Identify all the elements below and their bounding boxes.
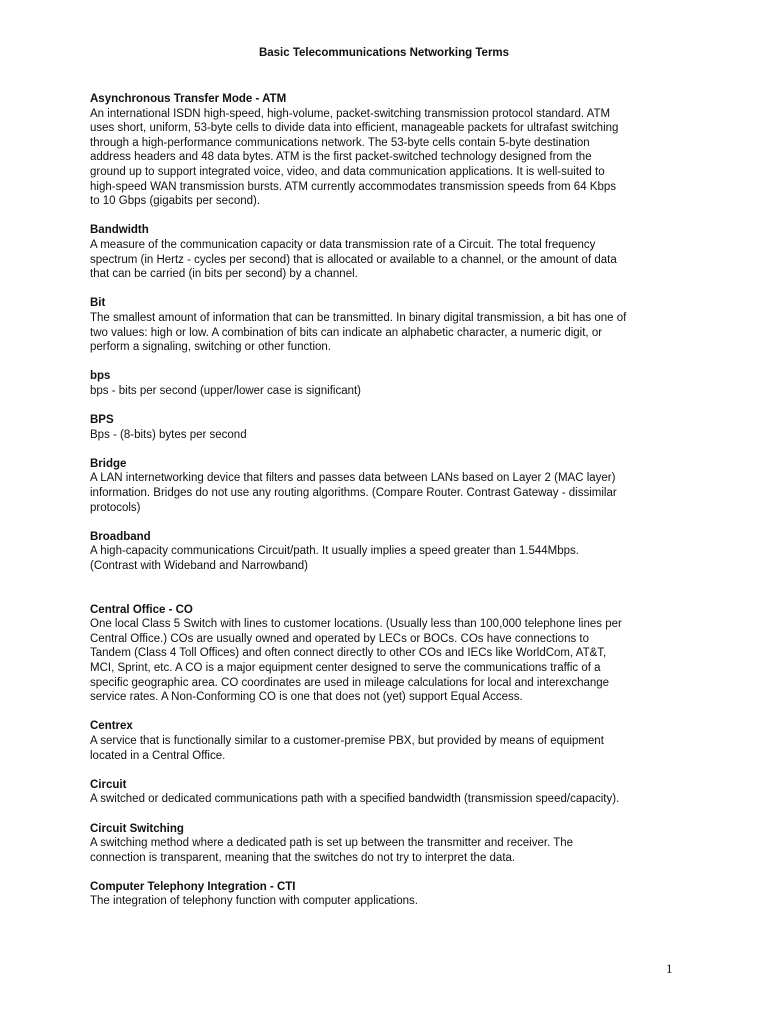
term-definition	[90, 107, 690, 209]
term-heading: Broadband	[90, 530, 151, 543]
term-definition	[90, 471, 690, 515]
term-definition	[90, 311, 690, 355]
term-heading: Circuit	[90, 778, 127, 791]
term-heading: Circuit Switching	[90, 822, 184, 835]
term-heading: Central Office - CO	[90, 603, 193, 616]
definition-line: through a high-performance communications network. The 53-byte cells contain 5-byte destination	[90, 136, 590, 149]
definition-line: A LAN internetworking device that filters and passes data between LANs based on Layer 2 (MAC layer)	[90, 472, 616, 485]
term-definition	[90, 792, 690, 807]
definition-line: connection is transparent, meaning that the switches do not try to interpret the data.	[90, 851, 516, 864]
term-heading: Computer Telephony Integration - CTI	[90, 880, 296, 893]
definition-line: A switched or dedicated communications path with a specified bandwidth (transmission speed/capacity).	[90, 793, 620, 806]
definition-line: A high-capacity communications Circuit/path. It usually implies a speed greater than 1.544Mbps.	[90, 545, 580, 558]
definition-line: address headers and 48 data bytes. ATM is the first packet-switched technology designed from the	[90, 151, 592, 164]
definition-line: (Contrast with Wideband and Narrowband)	[90, 560, 308, 572]
term-heading: Bit	[90, 297, 106, 310]
definition-line: service rates. A Non-Conforming CO is one that does not (yet) support Equal Access.	[90, 691, 523, 704]
definition-line: ground up to support integrated voice, video, and data communication applications. It is well-suited to	[90, 165, 605, 178]
definition-line: Bps - (8-bits) bytes per second	[90, 428, 247, 441]
term-heading: Bridge	[90, 457, 127, 470]
term-definition	[90, 734, 690, 763]
page-number: 1	[666, 961, 673, 976]
definition-line: A service that is functionally similar to a customer-premise PBX, but provided by means of equipment	[90, 734, 604, 747]
term-heading: Asynchronous Transfer Mode - ATM	[90, 93, 287, 105]
definition-line: Central Office.) COs are usually owned and operated by LECs or BOCs. COs have connections to	[90, 632, 590, 645]
definition-line: uses short, uniform, 53-byte cells to divide data into efficient, manageable packets for ultrafast switching	[90, 122, 619, 135]
glossary-entry-atm	[90, 92, 690, 209]
definition-line: that can be carried (in bits per second) by a channel.	[90, 268, 358, 281]
definition-line: An international ISDN high-speed, high-volume, packet-switching transmission protocol standard. ATM	[90, 107, 611, 120]
term-definition	[90, 428, 690, 443]
glossary-entry-bridge	[90, 457, 690, 515]
definition-line: spectrum (in Hertz - cycles per second) that is allocated or available to a channel, or the amount of data	[90, 253, 617, 266]
term-definition	[90, 617, 690, 705]
glossary-entry-centrex	[90, 719, 690, 763]
definition-line: two values: high or low. A combination of bits can indicate an alphabetic character, a numeric digit, or	[90, 326, 603, 339]
glossary-entry-bps-upper	[90, 413, 690, 442]
term-definition	[90, 238, 690, 282]
glossary-list	[90, 92, 690, 909]
term-heading: bps	[90, 370, 111, 383]
glossary-entry-cti	[90, 880, 690, 909]
definition-line: One local Class 5 Switch with lines to customer locations. (Usually less than 100,000 telephone lines per	[90, 618, 622, 631]
definition-line: Tandem (Class 4 Toll Offices) and often connect directly to other COs and IECs like WorldCom, AT&T,	[90, 647, 607, 660]
definition-line: bps - bits per second (upper/lower case is significant)	[90, 384, 362, 397]
definition-line: protocols)	[90, 501, 141, 514]
glossary-entry-bps-lower	[90, 369, 690, 398]
glossary-entry-central-office	[90, 603, 690, 705]
glossary-entry-circuit-switching	[90, 822, 690, 866]
definition-line: located in a Central Office.	[90, 749, 226, 762]
definition-line: specific geographic area. CO coordinates are used in mileage calculations for local and interexchange	[90, 676, 610, 689]
definition-line: MCI, Sprint, etc. A CO is a major equipment center designed to serve the communications traffic of a	[90, 661, 601, 674]
definition-line: information. Bridges do not use any routing algorithms. (Compare Router. Contrast Gateway - dissimilar	[90, 487, 617, 500]
term-heading: Centrex	[90, 720, 133, 733]
glossary-entry-bandwidth	[90, 223, 690, 281]
glossary-entry-circuit	[90, 778, 690, 807]
term-definition	[90, 544, 690, 573]
term-definition	[90, 384, 690, 399]
definition-line: high-speed WAN transmission bursts. ATM currently accommodates transmission speeds from 64 Kbps	[90, 180, 617, 193]
definition-line: to 10 Gbps (gigabits per second).	[90, 195, 261, 208]
term-heading: BPS	[90, 414, 114, 427]
term-definition	[90, 836, 690, 865]
definition-line: A measure of the communication capacity or data transmission rate of a Circuit. The total frequency	[90, 238, 596, 251]
term-heading: Bandwidth	[90, 224, 149, 237]
definition-line: The integration of telephony function with computer applications.	[90, 895, 418, 908]
glossary-entry-bit	[90, 296, 690, 354]
term-definition	[90, 894, 690, 909]
document-title: Basic Telecommunications Networking Terms	[258, 47, 510, 59]
definition-line: The smallest amount of information that can be transmitted. In binary digital transmission, a bit has one of	[90, 311, 627, 324]
definition-line: perform a signaling, switching or other function.	[90, 341, 331, 354]
definition-line: A switching method where a dedicated path is set up between the transmitter and receiver. The	[90, 837, 574, 850]
glossary-entry-broadband	[90, 530, 690, 574]
